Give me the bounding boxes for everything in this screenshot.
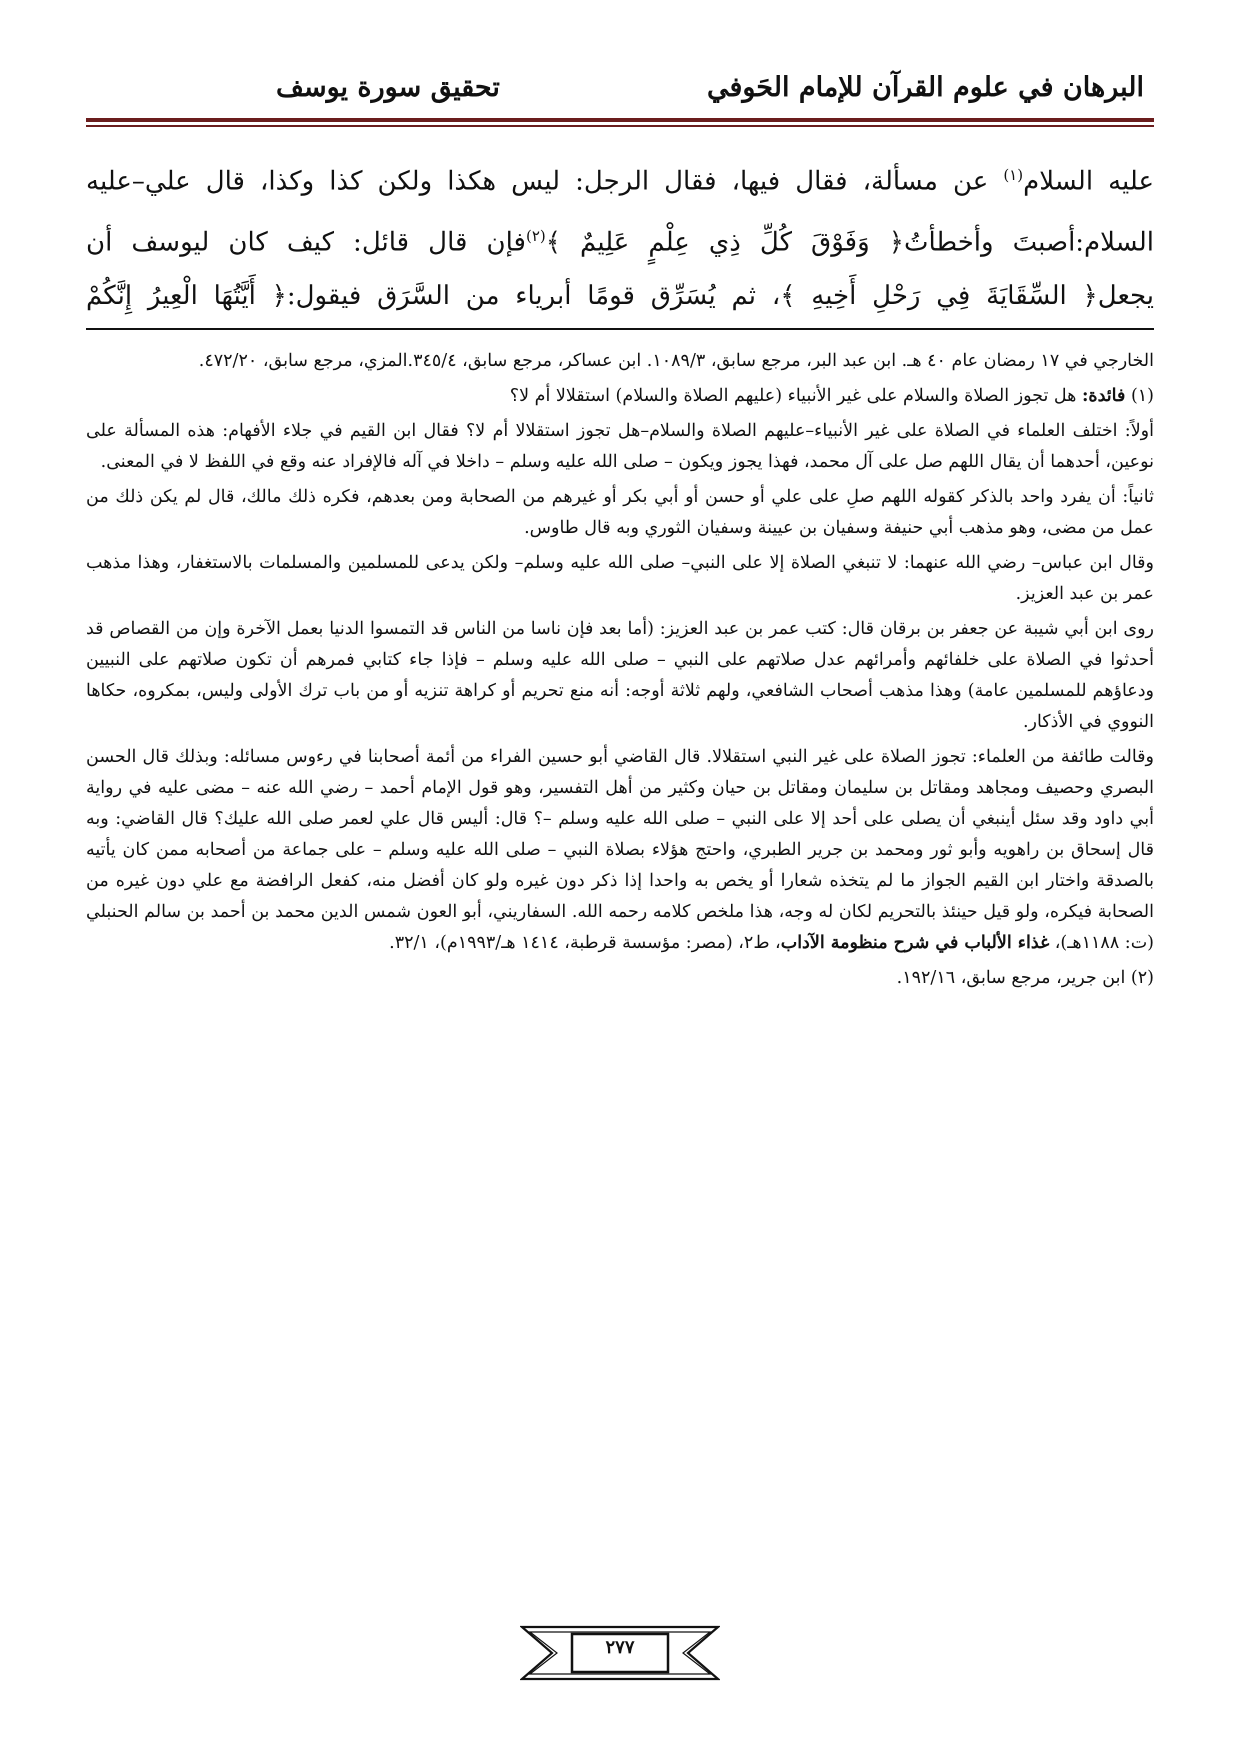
footnote-paragraph: روى ابن أبي شيبة عن جعفر بن برقان قال: كتب عمر بن عبد العزيز: (أما بعد فإن ناسا من الناس قد التمسوا الدنيا بعمل الآخرة وإن من القصاص قد أحدثوا في الصلاة على خلفائهم وأمرائهم عدل صلاتهم على النبي – صلى الله عليه وسلم – فإذا جاء كتابي فمرهم أن تكون صلاتهم على النبيين ودعاؤهم للمسلمين عامة) وهذا مذهب أصحاب الشافعي، ولهم ثلاثة أوجه: أنه منع تحريم أو كراهة تنزيه أو من باب ترك الأولى وليس، بمكروه، حكاها النووي في الأذكار.	[86, 619, 1154, 732]
page-number: ٢٧٧	[605, 1637, 635, 1658]
main-line: عليه السلام$^{(١)}$ عن مسألة، فقال فيها، فقال الرجل: ليس هكذا ولكن كذا وكذا، قال علي–عليه	[86, 166, 1154, 197]
running-header	[86, 72, 1154, 116]
quran-verse: ﴿ أَيَّتُهَا الْعِيرُ إِنَّكُمْ	[86, 281, 287, 312]
footnote-paragraph: ثانياً: أن يفرد واحد بالذكر كقوله اللهم صلِ على علي أو حسن أو أبي بكر أو غيرهم من الصحابة ومن بعدهم، فكره ذلك مالك، قال لم يكن ذلك من عمل من مضى، وهو مذهب أبي حنيفة وسفيان بن عيينة وسفيان الثوري وبه قال طاوس.	[86, 487, 1154, 538]
book-title: البرهان في علوم القرآن للإمام الحَوفي	[706, 72, 1144, 103]
footnote-paragraph: أولاً: اختلف العلماء في الصلاة على غير الأنبياء–عليهم الصلاة والسلام–هل تجوز استقلالا أم لا؟ فقال ابن القيم في جلاء الأفهام: هذه المسألة على نوعين، أحدهما أن يقال اللهم صل على آل محمد، فهذا يجوز ويكون – صلى الله عليه وسلم – داخلا في آله فالإفراد عنه وقع في اللفظ لا في المعنى.	[86, 421, 1154, 472]
footnote-paragraph: وقالت طائفة من العلماء: تجوز الصلاة على غير النبي استقلالا. قال القاضي أبو حسين الفراء من أئمة أصحابنا في رءوس مسائله: وبذلك قال الحسن البصري وحصيف ومجاهد ومقاتل بن سليمان ومقاتل بن حيان وكثير من أهل التفسير، وهو قول الإمام أحمد – رضي الله عنه – مضى عليه في رواية أبي داود وقد سئل أينبغي أن يصلى على أحد إلا على النبي – صلى الله عليه وسلم –؟ قال: أليس قال علي لعمر صلى الله عليك؟ قال القاضي: وبه قال إسحاق بن راهويه وأبو ثور ومحمد بن جرير الطبري، واحتج هؤلاء بصلاة النبي – صلى الله عليه وسلم – على جماعة من أصحابه ممن كان يأتيه بالصدقة واختار ابن القيم الجواز ما لم يتخذه شعارا أو يخص به واحدا إذا ذكر دون غيره ولو كان أفضل منه، كفعل الرافضة مع علي دون غيره من الصحابة فيكره، ولو قيل حينئذ بالتحريم لكان له وجه، هذا ملخص كلامه رحمه الله. السفاريني، أبو العون شمس الدين محمد بن أحمد بن سالم الحنبلي (ت: ١١٨٨هـ)، غذاء الألباب في شرح منظومة الآداب، ط٢، (مصر: مؤسسة قرطبة، ١٤١٤ هـ/١٩٩٣م)، ٣٢/١.	[86, 747, 1154, 953]
main-line: يجعل﴿ السِّقَايَةَ فِي رَحْلِ أَخِيهِ ﴾، ثم يُسَرِّق قومًا أبرياء من السَّرَق فيقول:﴿ أَيَّتُهَا الْعِيرُ إِنَّكُمْ	[86, 281, 1155, 312]
footnote-1-heading: (١) فائدة: هل تجوز الصلاة والسلام على غير الأنبياء (عليهم الصلاة والسلام) استقلالا أم لا؟	[509, 386, 1154, 406]
main-line: السلام:أصبتَ وأخطأتُ﴿ وَفَوْقَ كُلِّ ذِي عِلْمٍ عَلِيمٌ ﴾$^{(٢)}$فإن قال قائل: كيف كان ليوسف أن	[86, 226, 1155, 258]
page-number-frame	[520, 1624, 720, 1682]
header-rule-thin	[86, 125, 1154, 127]
footnotes	[86, 346, 1154, 998]
quran-verse: ﴿ السِّقَايَةَ فِي رَحْلِ أَخِيهِ ﴾	[780, 281, 1098, 312]
main-text	[86, 148, 1154, 323]
header-rule-thick	[86, 118, 1154, 122]
footnote-continuation: الخارجي في ١٧ رمضان عام ٤٠ هـ. ابن عبد البر، مرجع سابق، ١٠٨٩/٣. ابن عساكر، مرجع سابق، ٣٤٥/٤.المزي، مرجع سابق، ٤٧٢/٢٠.	[198, 351, 1154, 371]
footnote-ref-1[interactable]: (١)	[1003, 166, 1024, 184]
section-title: تحقيق سورة يوسف	[276, 72, 500, 103]
footnote-2: (٢) ابن جرير، مرجع سابق، ١٩٢/١٦.	[896, 968, 1154, 988]
quran-verse: ﴿ وَفَوْقَ كُلِّ ذِي عِلْمٍ عَلِيمٌ ﴾	[545, 227, 904, 258]
book-reference: غذاء الألباب في شرح منظومة الآداب	[780, 933, 1050, 953]
footnote-ref-2[interactable]: (٢)	[525, 226, 546, 245]
footnote-paragraph: وقال ابن عباس– رضي الله عنهما: لا تنبغي الصلاة إلا على النبي– صلى الله عليه وسلم– ولكن يدعى للمسلمين والمسلمات بالاستغفار، وهذا مذهب عمر بن عبد العزيز.	[86, 553, 1154, 604]
footnote-separator	[86, 328, 1154, 330]
